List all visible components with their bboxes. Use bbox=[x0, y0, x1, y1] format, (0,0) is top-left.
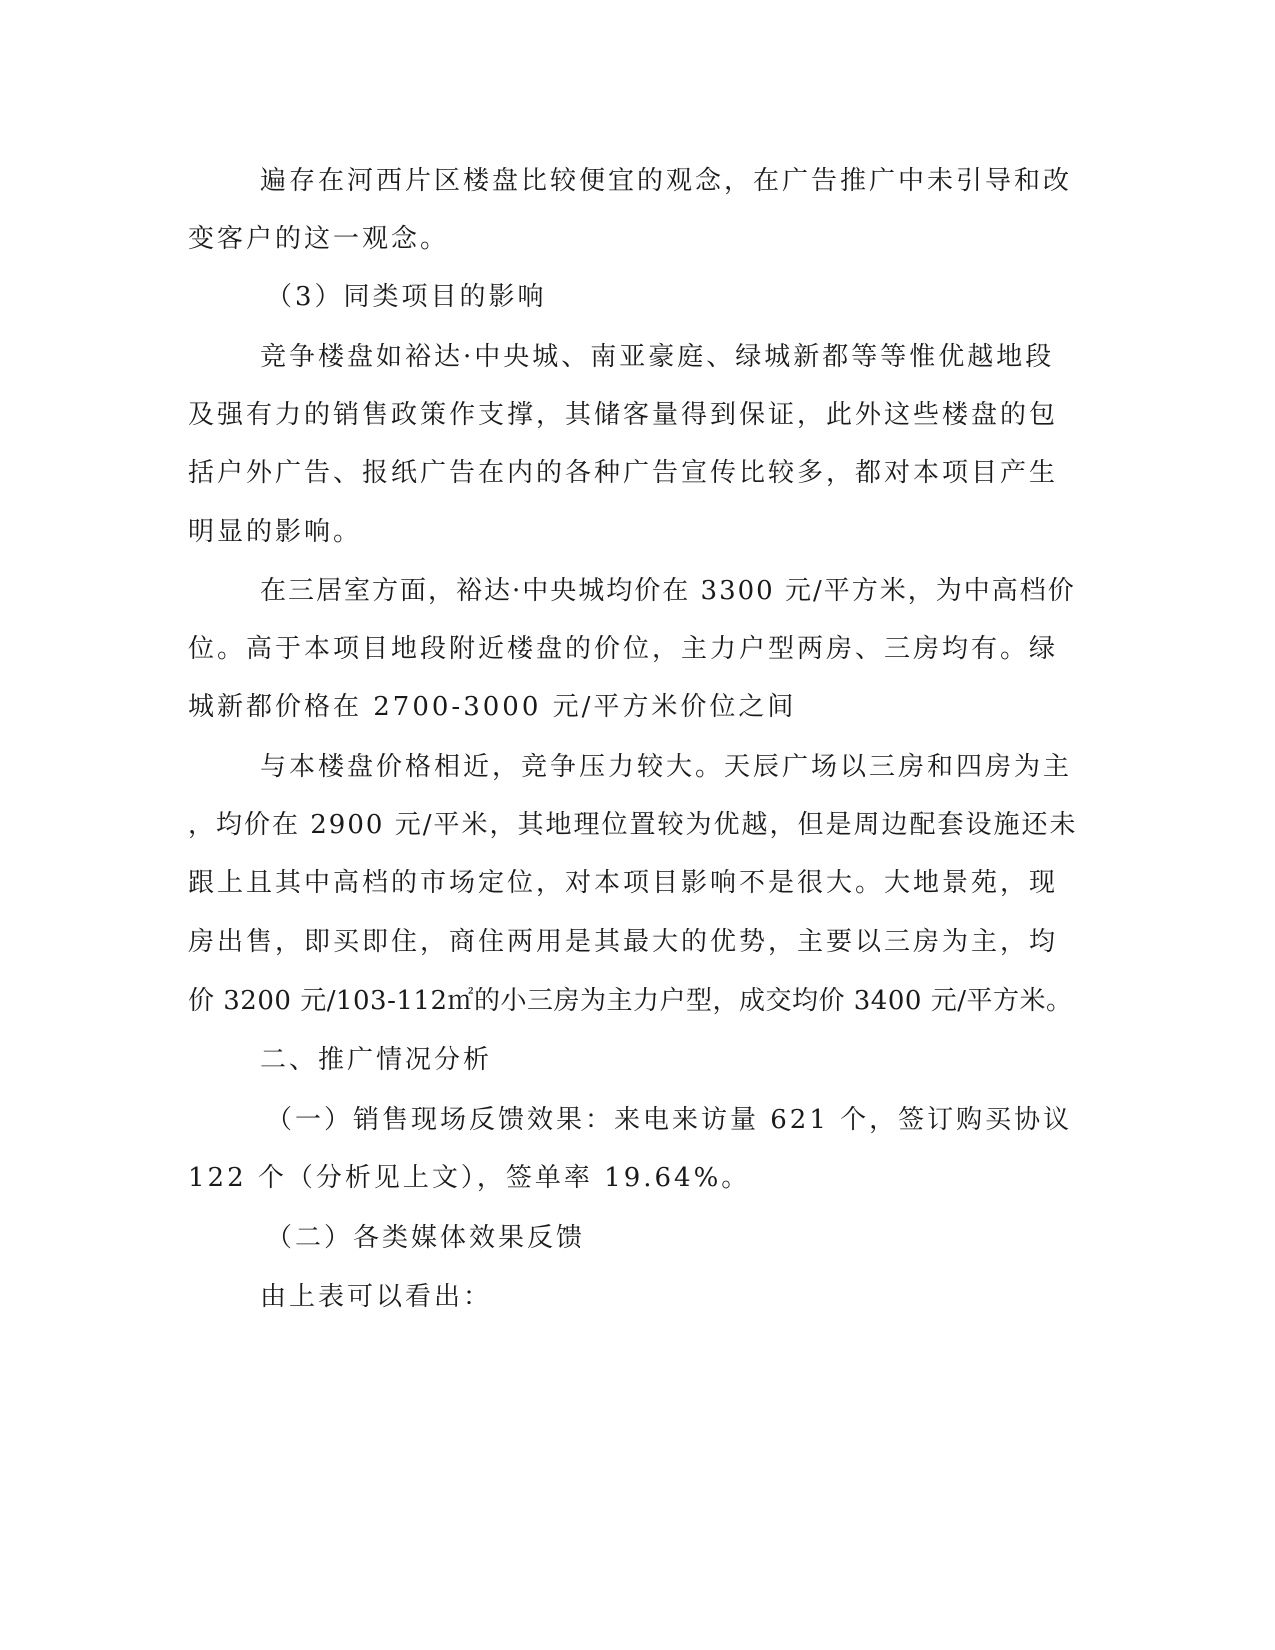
paragraph-line: 竞争楼盘如裕达·中央城、南亚豪庭、绿城新都等等惟优越地段 bbox=[260, 342, 1055, 372]
paragraph-line: 价 3200 元/103-112㎡的小三房为主力户型，成交均价 3400 元/平方米。 bbox=[188, 986, 1073, 1016]
paragraph-line: ，均价在 2900 元/平米，其地理位置较为优越，但是周边配套设施还未 bbox=[188, 810, 1078, 840]
paragraph-line: 及强有力的销售政策作支撑，其储客量得到保证，此外这些楼盘的包 bbox=[188, 400, 1059, 430]
paragraph-line: 括户外广告、报纸广告在内的各种广告宣传比较多，都对本项目产生 bbox=[188, 458, 1059, 488]
paragraph-line: 城新都价格在 2700-3000 元/平方米价位之间 bbox=[188, 692, 797, 722]
section-heading: （3）同类项目的影响 bbox=[266, 282, 547, 312]
paragraph-line: 变客户的这一观念。 bbox=[188, 224, 450, 254]
paragraph-line: 跟上且其中高档的市场定位，对本项目影响不是很大。大地景苑，现 bbox=[188, 868, 1059, 898]
paragraph-line: 在三居室方面，裕达·中央城均价在 3300 元/平方米，为中高档价 bbox=[260, 576, 1076, 606]
section-heading: 二、推广情况分析 bbox=[260, 1045, 493, 1075]
paragraph-line: 明显的影响。 bbox=[188, 517, 363, 547]
paragraph-line: （一）销售现场反馈效果：来电来访量 621 个，签订购买协议 bbox=[266, 1105, 1073, 1135]
section-heading: （二）各类媒体效果反馈 bbox=[266, 1223, 586, 1253]
paragraph-line: 位。高于本项目地段附近楼盘的价位，主力户型两房、三房均有。绿 bbox=[188, 634, 1059, 664]
paragraph-line: 122 个（分析见上文），签单率 19.64%。 bbox=[188, 1163, 751, 1193]
paragraph-line: 房出售，即买即住，商住两用是其最大的优势，主要以三房为主，均 bbox=[188, 927, 1059, 957]
paragraph-line: 遍存在河西片区楼盘比较便宜的观念，在广告推广中未引导和改 bbox=[260, 166, 1073, 196]
paragraph-line: 由上表可以看出： bbox=[260, 1282, 493, 1312]
paragraph-line: 与本楼盘价格相近，竞争压力较大。天辰广场以三房和四房为主 bbox=[260, 752, 1073, 782]
